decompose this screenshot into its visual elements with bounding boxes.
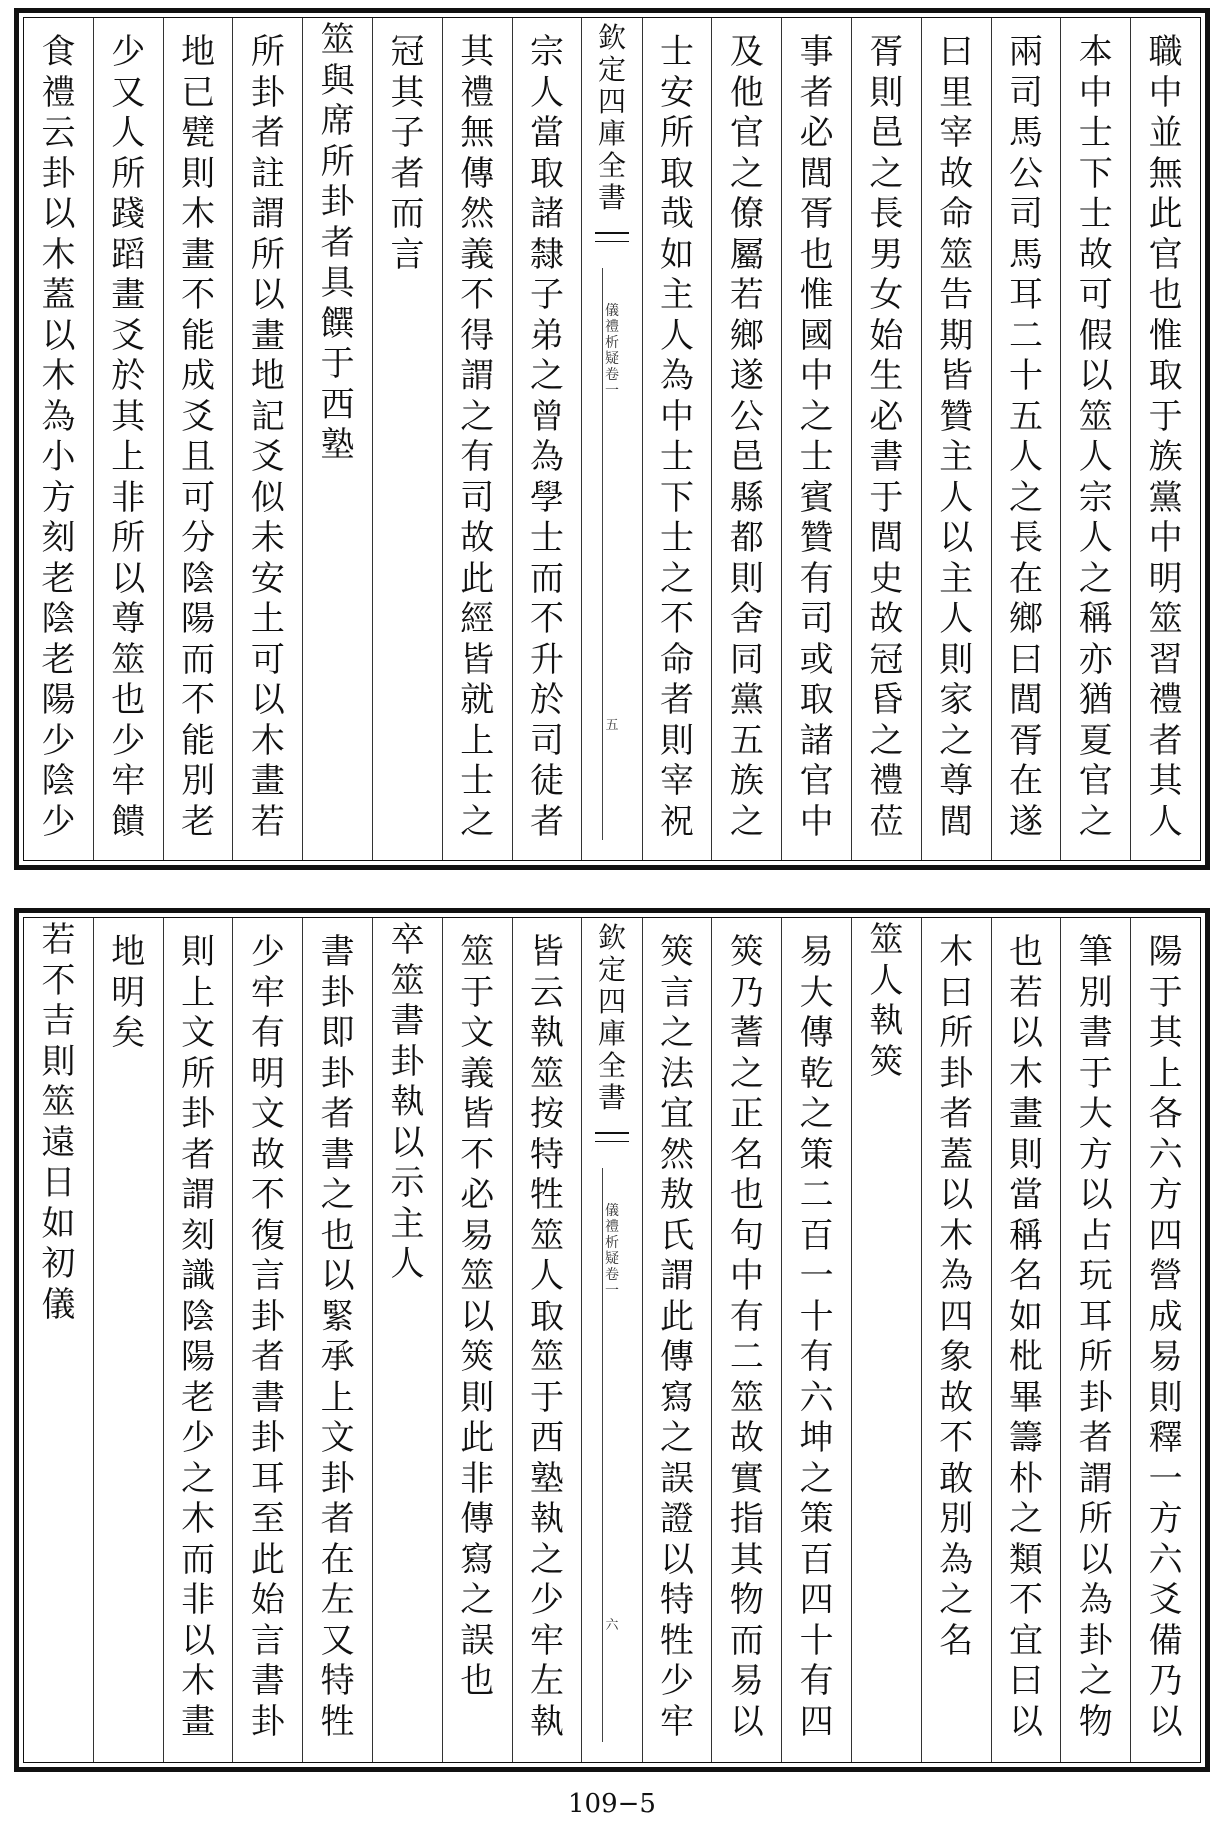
text-column: 職中並無此官也惟取于族黨中明筮習禮者其人 [1130,18,1200,860]
folio-number: 五 [605,718,619,733]
center-fold-column [581,918,641,1762]
text-column: 木曰所卦者蓋以木為四象故不敢別為之名 [921,918,991,1762]
page-panel-top [14,8,1210,870]
text-column: 兩司馬公司馬耳二十五人之長在鄉曰閭胥在遂 [991,18,1061,860]
volume-label: 儀禮析疑 卷一 [605,1203,620,1299]
page-panel-bottom [14,908,1210,1772]
text-column: 筮于文義皆不必易筮以筴則此非傳寫之誤也 [442,918,512,1762]
heading-column: 筮與席所卦者具饌于西塾 [302,18,372,860]
columns-bottom [24,918,1200,1762]
text-column: 書卦即卦者書之也以緊承上文卦者在左又特牲 [302,918,372,1762]
text-column: 則上文所卦者謂刻識陰陽老少之木而非以木畫 [163,918,233,1762]
heading-column: 卒筮書卦執以示主人 [372,918,442,1762]
text-column: 地明矣 [93,918,163,1762]
text-column: 其禮無傳然義不得謂之有司故此經皆就上士之 [442,18,512,860]
text-column: 士安所取哉如主人為中士下士之不命者則宰祝 [642,18,712,860]
heading-column: 筮人執筴 [851,918,921,1762]
text-column: 筴言之法宜然敖氏謂此傳寫之誤證以特牲少牢 [642,918,712,1762]
text-column: 少牢有明文故不復言卦者書卦耳至此始言書卦 [232,918,302,1762]
text-column: 事者必閭胥也惟國中之士賓贊有司或取諸官中 [781,18,851,860]
folio-number: 六 [605,1618,619,1633]
page-number: 109−5 [568,1789,656,1819]
volume-label: 儀禮析疑 卷一 [605,303,620,399]
text-column: 本中士下士故可假以筮人宗人之稱亦猶夏官之 [1060,18,1130,860]
text-column: 所卦者註謂所以畫地記爻似未安土可以木畫若 [232,18,302,860]
collection-title: 欽定四庫全書 [595,22,629,234]
text-column: 地已甓則木畫不能成爻且可分陰陽而不能別老 [163,18,233,860]
text-column: 筴乃蓍之正名也句中有二筮故實指其物而易以 [711,918,781,1762]
text-column: 冠其子者而言 [372,18,442,860]
text-column: 皆云執筮按特牲筮人取筮于西塾執之少牢左執 [512,918,582,1762]
text-column: 筆別書于大方以占玩耳所卦者謂所以為卦之物 [1060,918,1130,1762]
text-column: 宗人當取諸隸子弟之曾為學士而不升於司徒者 [512,18,582,860]
collection-title: 欽定四庫全書 [595,922,629,1134]
text-column: 胥則邑之長男女始生必書于閭史故冠昏之禮莅 [851,18,921,860]
text-column: 及他官之僚屬若鄉遂公邑縣都則舍同黨五族之 [711,18,781,860]
heading-column: 若不吉則筮遠日如初儀 [41,920,76,1325]
center-fold-column [581,18,641,860]
text-column: 少又人所踐蹈畫爻於其上非所以尊筮也少牢饋 [93,18,163,860]
text-column: 陽于其上各六方四營成易則釋一方六爻備乃以 [1130,918,1200,1762]
text-column: 易大傳乾之策二百一十有六坤之策百四十有四 [781,918,851,1762]
text-column: 食禮云卦以木蓋以木為小方刻老陰老陽少陰少 [41,32,76,842]
columns-top [24,18,1200,860]
text-column: 也若以木畫則當稱名如枇畢籌朴之類不宜曰以 [991,918,1061,1762]
text-column: 曰里宰故命筮告期皆贊主人以主人則家之尊閭 [921,18,991,860]
